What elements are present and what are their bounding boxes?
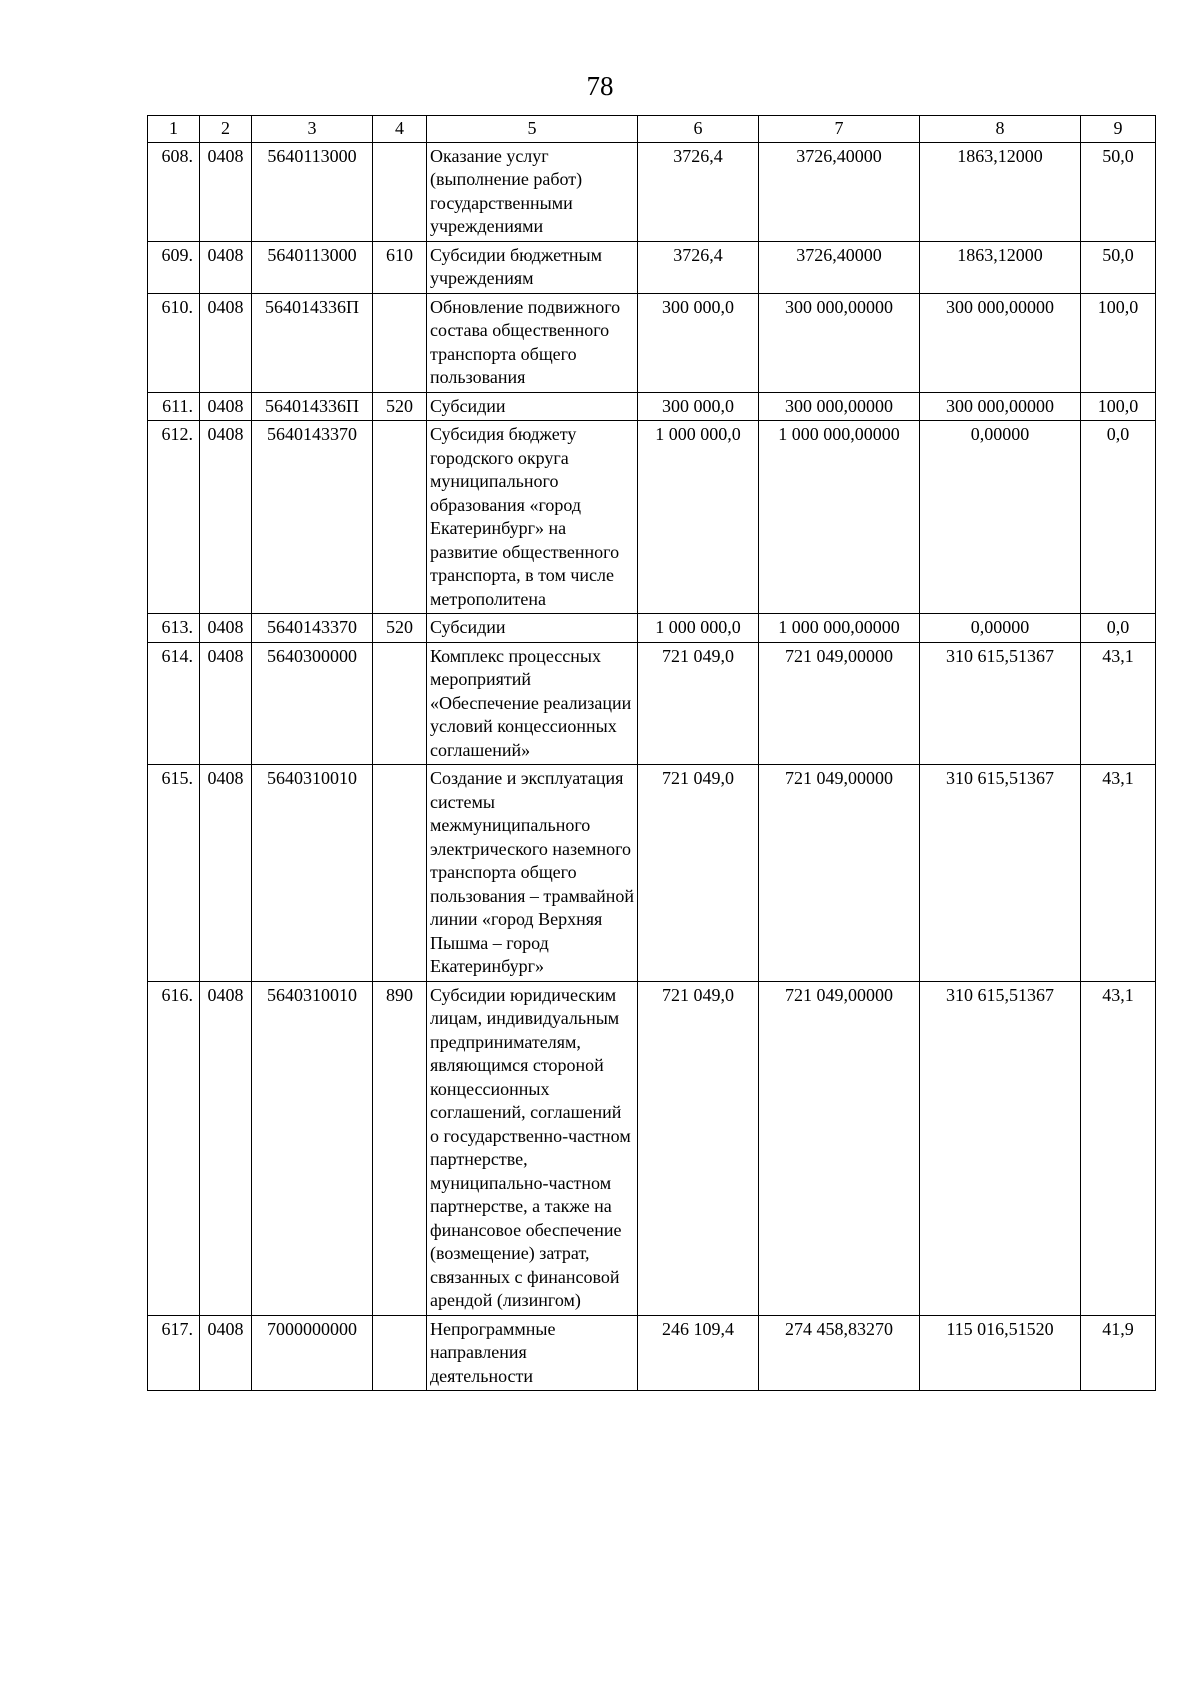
- section-code: 0408: [200, 642, 252, 765]
- table-row: [148, 614, 1156, 643]
- target-code: 5640300000: [252, 642, 373, 765]
- table-row: [148, 1315, 1156, 1391]
- column-header: 4: [373, 116, 427, 143]
- value-col-7: 300 000,00000: [759, 392, 920, 421]
- value-col-8: 0,00000: [920, 614, 1081, 643]
- expense-type-code: [373, 293, 427, 392]
- expense-type-code: 610: [373, 241, 427, 293]
- percent-col-9: 100,0: [1081, 293, 1156, 392]
- target-code: 5640113000: [252, 142, 373, 241]
- row-number: 615.: [148, 765, 200, 982]
- row-number: 609.: [148, 241, 200, 293]
- item-description: Субсидии юридическим лицам, индивидуальным предпринимателям, являющимся стороной концессионных соглашений, соглашений о государственно-частном партнерстве, муниципально-частном партнерстве, а также на финансовое обеспечение (возмещение) затрат, связанных с финансовой арендой (лизингом): [427, 981, 638, 1315]
- row-number: 616.: [148, 981, 200, 1315]
- section-code: 0408: [200, 142, 252, 241]
- percent-col-9: 0,0: [1081, 614, 1156, 643]
- table-row: [148, 241, 1156, 293]
- table-row: [148, 421, 1156, 614]
- table-row: [148, 765, 1156, 982]
- value-col-7: 300 000,00000: [759, 293, 920, 392]
- expense-type-code: [373, 142, 427, 241]
- column-header: 5: [427, 116, 638, 143]
- section-code: 0408: [200, 293, 252, 392]
- value-col-7: 721 049,00000: [759, 981, 920, 1315]
- value-col-8: 300 000,00000: [920, 293, 1081, 392]
- expense-type-code: [373, 421, 427, 614]
- value-col-6: 300 000,0: [638, 392, 759, 421]
- target-code: 5640143370: [252, 421, 373, 614]
- item-description: Комплекс процессных мероприятий «Обеспечение реализации условий концессионных соглашений»: [427, 642, 638, 765]
- value-col-6: 721 049,0: [638, 765, 759, 982]
- percent-col-9: 50,0: [1081, 142, 1156, 241]
- table-row: [148, 142, 1156, 241]
- percent-col-9: 50,0: [1081, 241, 1156, 293]
- section-code: 0408: [200, 614, 252, 643]
- expense-type-code: 520: [373, 392, 427, 421]
- percent-col-9: 100,0: [1081, 392, 1156, 421]
- target-code: 5640310010: [252, 765, 373, 982]
- value-col-8: 310 615,51367: [920, 981, 1081, 1315]
- value-col-7: 3726,40000: [759, 241, 920, 293]
- section-code: 0408: [200, 981, 252, 1315]
- column-header: 6: [638, 116, 759, 143]
- percent-col-9: 43,1: [1081, 642, 1156, 765]
- item-description: Оказание услуг (выполнение работ) государственными учреждениями: [427, 142, 638, 241]
- value-col-6: 1 000 000,0: [638, 614, 759, 643]
- row-number: 613.: [148, 614, 200, 643]
- expense-type-code: [373, 1315, 427, 1391]
- value-col-8: 115 016,51520: [920, 1315, 1081, 1391]
- expense-type-code: 890: [373, 981, 427, 1315]
- expense-type-code: [373, 765, 427, 982]
- budget-table: [147, 115, 1156, 1391]
- value-col-7: 721 049,00000: [759, 642, 920, 765]
- value-col-6: 3726,4: [638, 142, 759, 241]
- section-code: 0408: [200, 392, 252, 421]
- value-col-8: 0,00000: [920, 421, 1081, 614]
- section-code: 0408: [200, 421, 252, 614]
- target-code: 5640113000: [252, 241, 373, 293]
- target-code: 564014336П: [252, 392, 373, 421]
- target-code: 5640310010: [252, 981, 373, 1315]
- value-col-8: 310 615,51367: [920, 642, 1081, 765]
- percent-col-9: 0,0: [1081, 421, 1156, 614]
- table-row: [148, 981, 1156, 1315]
- item-description: Субсидии: [427, 614, 638, 643]
- row-number: 608.: [148, 142, 200, 241]
- value-col-6: 721 049,0: [638, 642, 759, 765]
- section-code: 0408: [200, 1315, 252, 1391]
- value-col-8: 310 615,51367: [920, 765, 1081, 982]
- target-code: 7000000000: [252, 1315, 373, 1391]
- item-description: Создание и эксплуатация системы межмуниципального электрического наземного транспорта общего пользования – трамвайной линии «город Верхняя Пышма – город Екатеринбург»: [427, 765, 638, 982]
- column-header: 7: [759, 116, 920, 143]
- item-description: Обновление подвижного состава общественного транспорта общего пользования: [427, 293, 638, 392]
- value-col-7: 3726,40000: [759, 142, 920, 241]
- section-code: 0408: [200, 765, 252, 982]
- value-col-7: 1 000 000,00000: [759, 421, 920, 614]
- table-row: [148, 392, 1156, 421]
- target-code: 564014336П: [252, 293, 373, 392]
- column-header: 9: [1081, 116, 1156, 143]
- value-col-7: 721 049,00000: [759, 765, 920, 982]
- row-number: 614.: [148, 642, 200, 765]
- value-col-8: 1863,12000: [920, 142, 1081, 241]
- row-number: 617.: [148, 1315, 200, 1391]
- value-col-7: 1 000 000,00000: [759, 614, 920, 643]
- table-row: [148, 293, 1156, 392]
- value-col-7: 274 458,83270: [759, 1315, 920, 1391]
- row-number: 611.: [148, 392, 200, 421]
- value-col-8: 1863,12000: [920, 241, 1081, 293]
- target-code: 5640143370: [252, 614, 373, 643]
- column-header: 1: [148, 116, 200, 143]
- column-header: 8: [920, 116, 1081, 143]
- item-description: Субсидия бюджету городского округа муниципального образования «город Екатеринбург» на развитие общественного транспорта, в том числе метрополитена: [427, 421, 638, 614]
- row-number: 612.: [148, 421, 200, 614]
- table-row: [148, 642, 1156, 765]
- value-col-6: 300 000,0: [638, 293, 759, 392]
- item-description: Субсидии бюджетным учреждениям: [427, 241, 638, 293]
- item-description: Непрограммные направления деятельности: [427, 1315, 638, 1391]
- percent-col-9: 41,9: [1081, 1315, 1156, 1391]
- page-number: 78: [586, 71, 614, 101]
- column-header: 2: [200, 116, 252, 143]
- value-col-8: 300 000,00000: [920, 392, 1081, 421]
- expense-type-code: [373, 642, 427, 765]
- percent-col-9: 43,1: [1081, 981, 1156, 1315]
- column-header: 3: [252, 116, 373, 143]
- percent-col-9: 43,1: [1081, 765, 1156, 982]
- expense-type-code: 520: [373, 614, 427, 643]
- section-code: 0408: [200, 241, 252, 293]
- row-number: 610.: [148, 293, 200, 392]
- value-col-6: 1 000 000,0: [638, 421, 759, 614]
- item-description: Субсидии: [427, 392, 638, 421]
- value-col-6: 3726,4: [638, 241, 759, 293]
- value-col-6: 246 109,4: [638, 1315, 759, 1391]
- table-header-row: [148, 116, 1156, 143]
- value-col-6: 721 049,0: [638, 981, 759, 1315]
